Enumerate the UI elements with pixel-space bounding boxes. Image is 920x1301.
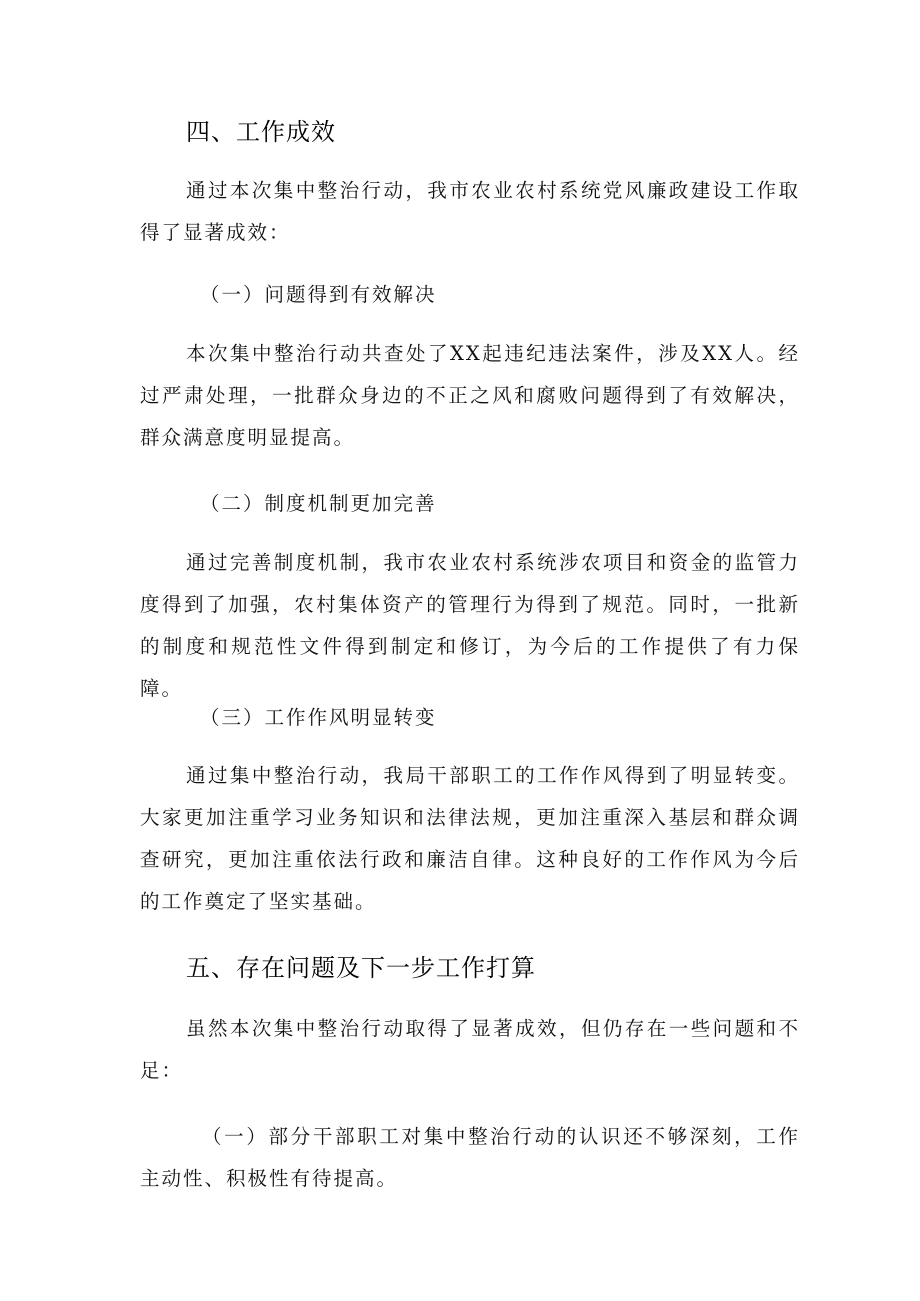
section-4-item-2-title: （二）制度机制更加完善	[200, 492, 437, 515]
section-4-item-1-title: （一）问题得到有效解决	[200, 283, 437, 306]
section-5-item-1-body: （一）部分干部职工对集中整治行动的认识还不够深刻，工作主动性、积极性有待提高。	[140, 1125, 800, 1190]
section-4-item-3-title: （三）工作作风明显转变	[200, 706, 437, 729]
section-5-heading: 五、存在问题及下一步工作打算	[186, 954, 536, 982]
section-4-heading: 四、工作成效	[186, 118, 336, 146]
section-4-item-2-body: 通过完善制度机制，我市农业农村系统涉农项目和资金的监管力度得到了加强，农村集体资产的管理行为得到了规范。同时，一批新的制度和规范性文件得到制定和修订，为今后的工作提供了有力保障。	[140, 551, 800, 700]
section-4-item-1-body: 本次集中整治行动共查处了XX起违纪违法案件，涉及XX人。经过严肃处理，一批群众身边的不正之风和腐败问题得到了有效解决，群众满意度明显提高。	[140, 342, 800, 449]
section-5-intro: 虽然本次集中整治行动取得了显著成效，但仍存在一些问题和不足：	[140, 1017, 800, 1082]
section-4-intro: 通过本次集中整治行动，我市农业农村系统党风廉政建设工作取得了显著成效：	[140, 179, 800, 244]
section-4-item-3-body: 通过集中整治行动，我局干部职工的工作作风得到了明显转变。大家更加注重学习业务知识和法律法规，更加注重深入基层和群众调查研究，更加注重依法行政和廉洁自律。这种良好的工作作风为今后的工作奠定了坚实基础。	[140, 764, 800, 913]
